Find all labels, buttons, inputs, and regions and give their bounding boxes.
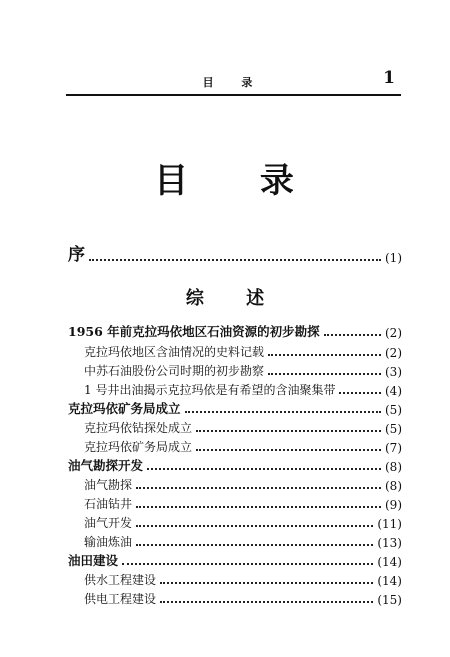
toc-label: 油田建设 [68, 553, 119, 568]
toc-entry-preface[interactable] [68, 243, 402, 265]
toc-page: (13) [377, 536, 402, 550]
toc-label: 油气勘探 [84, 478, 133, 492]
toc-page: (3) [385, 365, 402, 379]
toc-subentry[interactable] [84, 418, 402, 436]
toc-label: 1 号井出油揭示克拉玛依是有希望的含油聚集带 [84, 383, 336, 397]
toc-subentry[interactable] [84, 380, 402, 398]
dot-leader [185, 411, 381, 413]
toc-page: (14) [377, 574, 402, 588]
toc-page: (7) [385, 441, 402, 455]
toc-subentry[interactable] [84, 475, 402, 493]
toc-subentry[interactable] [84, 513, 402, 531]
dot-leader [136, 544, 373, 546]
dot-leader [268, 373, 381, 375]
dot-leader [89, 259, 381, 261]
toc-label: 油气开发 [84, 516, 133, 530]
toc-page: (9) [385, 498, 402, 512]
header-title: 目 录 [202, 76, 265, 89]
dot-leader [136, 506, 381, 508]
toc-label: 供水工程建设 [84, 573, 157, 587]
toc-page: (11) [377, 517, 402, 531]
dot-leader [196, 430, 381, 432]
toc-page: (4) [385, 384, 402, 398]
toc-label: 序 [68, 245, 85, 265]
toc-label: 克拉玛依矿务局成立 [68, 401, 181, 416]
toc-page: (2) [385, 346, 402, 360]
toc-entry[interactable] [68, 456, 402, 474]
page-number: 1 [383, 68, 395, 88]
dot-leader [268, 354, 381, 356]
dot-leader [160, 582, 373, 584]
toc-subentry[interactable] [84, 570, 402, 588]
page-title: 目 录 [154, 161, 324, 201]
toc-page: (2) [385, 326, 402, 340]
running-header [66, 68, 401, 96]
toc-page: (5) [385, 403, 402, 417]
dot-leader [136, 525, 373, 527]
dot-leader [160, 601, 373, 603]
toc-label: 克拉玛依钻探处成立 [84, 421, 193, 435]
toc-subentry[interactable] [84, 342, 402, 360]
toc-subentry[interactable] [84, 532, 402, 550]
toc-page: (8) [385, 479, 402, 493]
toc-entry[interactable] [68, 322, 402, 340]
toc-subentry[interactable] [84, 361, 402, 379]
toc-page: (1) [385, 251, 402, 265]
section-heading: 综 述 [185, 288, 283, 309]
dot-leader [196, 449, 381, 451]
dot-leader [136, 487, 381, 489]
toc-page: (8) [385, 460, 402, 474]
toc-subentry[interactable] [84, 437, 402, 455]
toc-label: 1956 年前克拉玛依地区石油资源的初步勘探 [68, 324, 320, 339]
toc-label: 输油炼油 [84, 535, 133, 549]
dot-leader [339, 392, 381, 394]
toc-subentry[interactable] [84, 589, 402, 607]
toc-label: 供电工程建设 [84, 592, 157, 606]
toc-page: (15) [377, 593, 402, 607]
dot-leader [122, 563, 373, 565]
dot-leader [324, 334, 381, 336]
dot-leader [147, 468, 381, 470]
toc-label: 油气勘探开发 [68, 458, 144, 473]
toc-entry[interactable] [68, 399, 402, 417]
toc-label: 中苏石油股份公司时期的初步勘察 [84, 364, 265, 378]
toc-subentry[interactable] [84, 494, 402, 512]
toc-label: 石油钻井 [84, 497, 133, 511]
toc-page: (14) [377, 555, 402, 569]
toc-label: 克拉玛依矿务局成立 [84, 440, 193, 454]
toc-label: 克拉玛依地区含油情况的史料记载 [84, 345, 265, 359]
toc-entry[interactable] [68, 551, 402, 569]
toc-page: (5) [385, 422, 402, 436]
